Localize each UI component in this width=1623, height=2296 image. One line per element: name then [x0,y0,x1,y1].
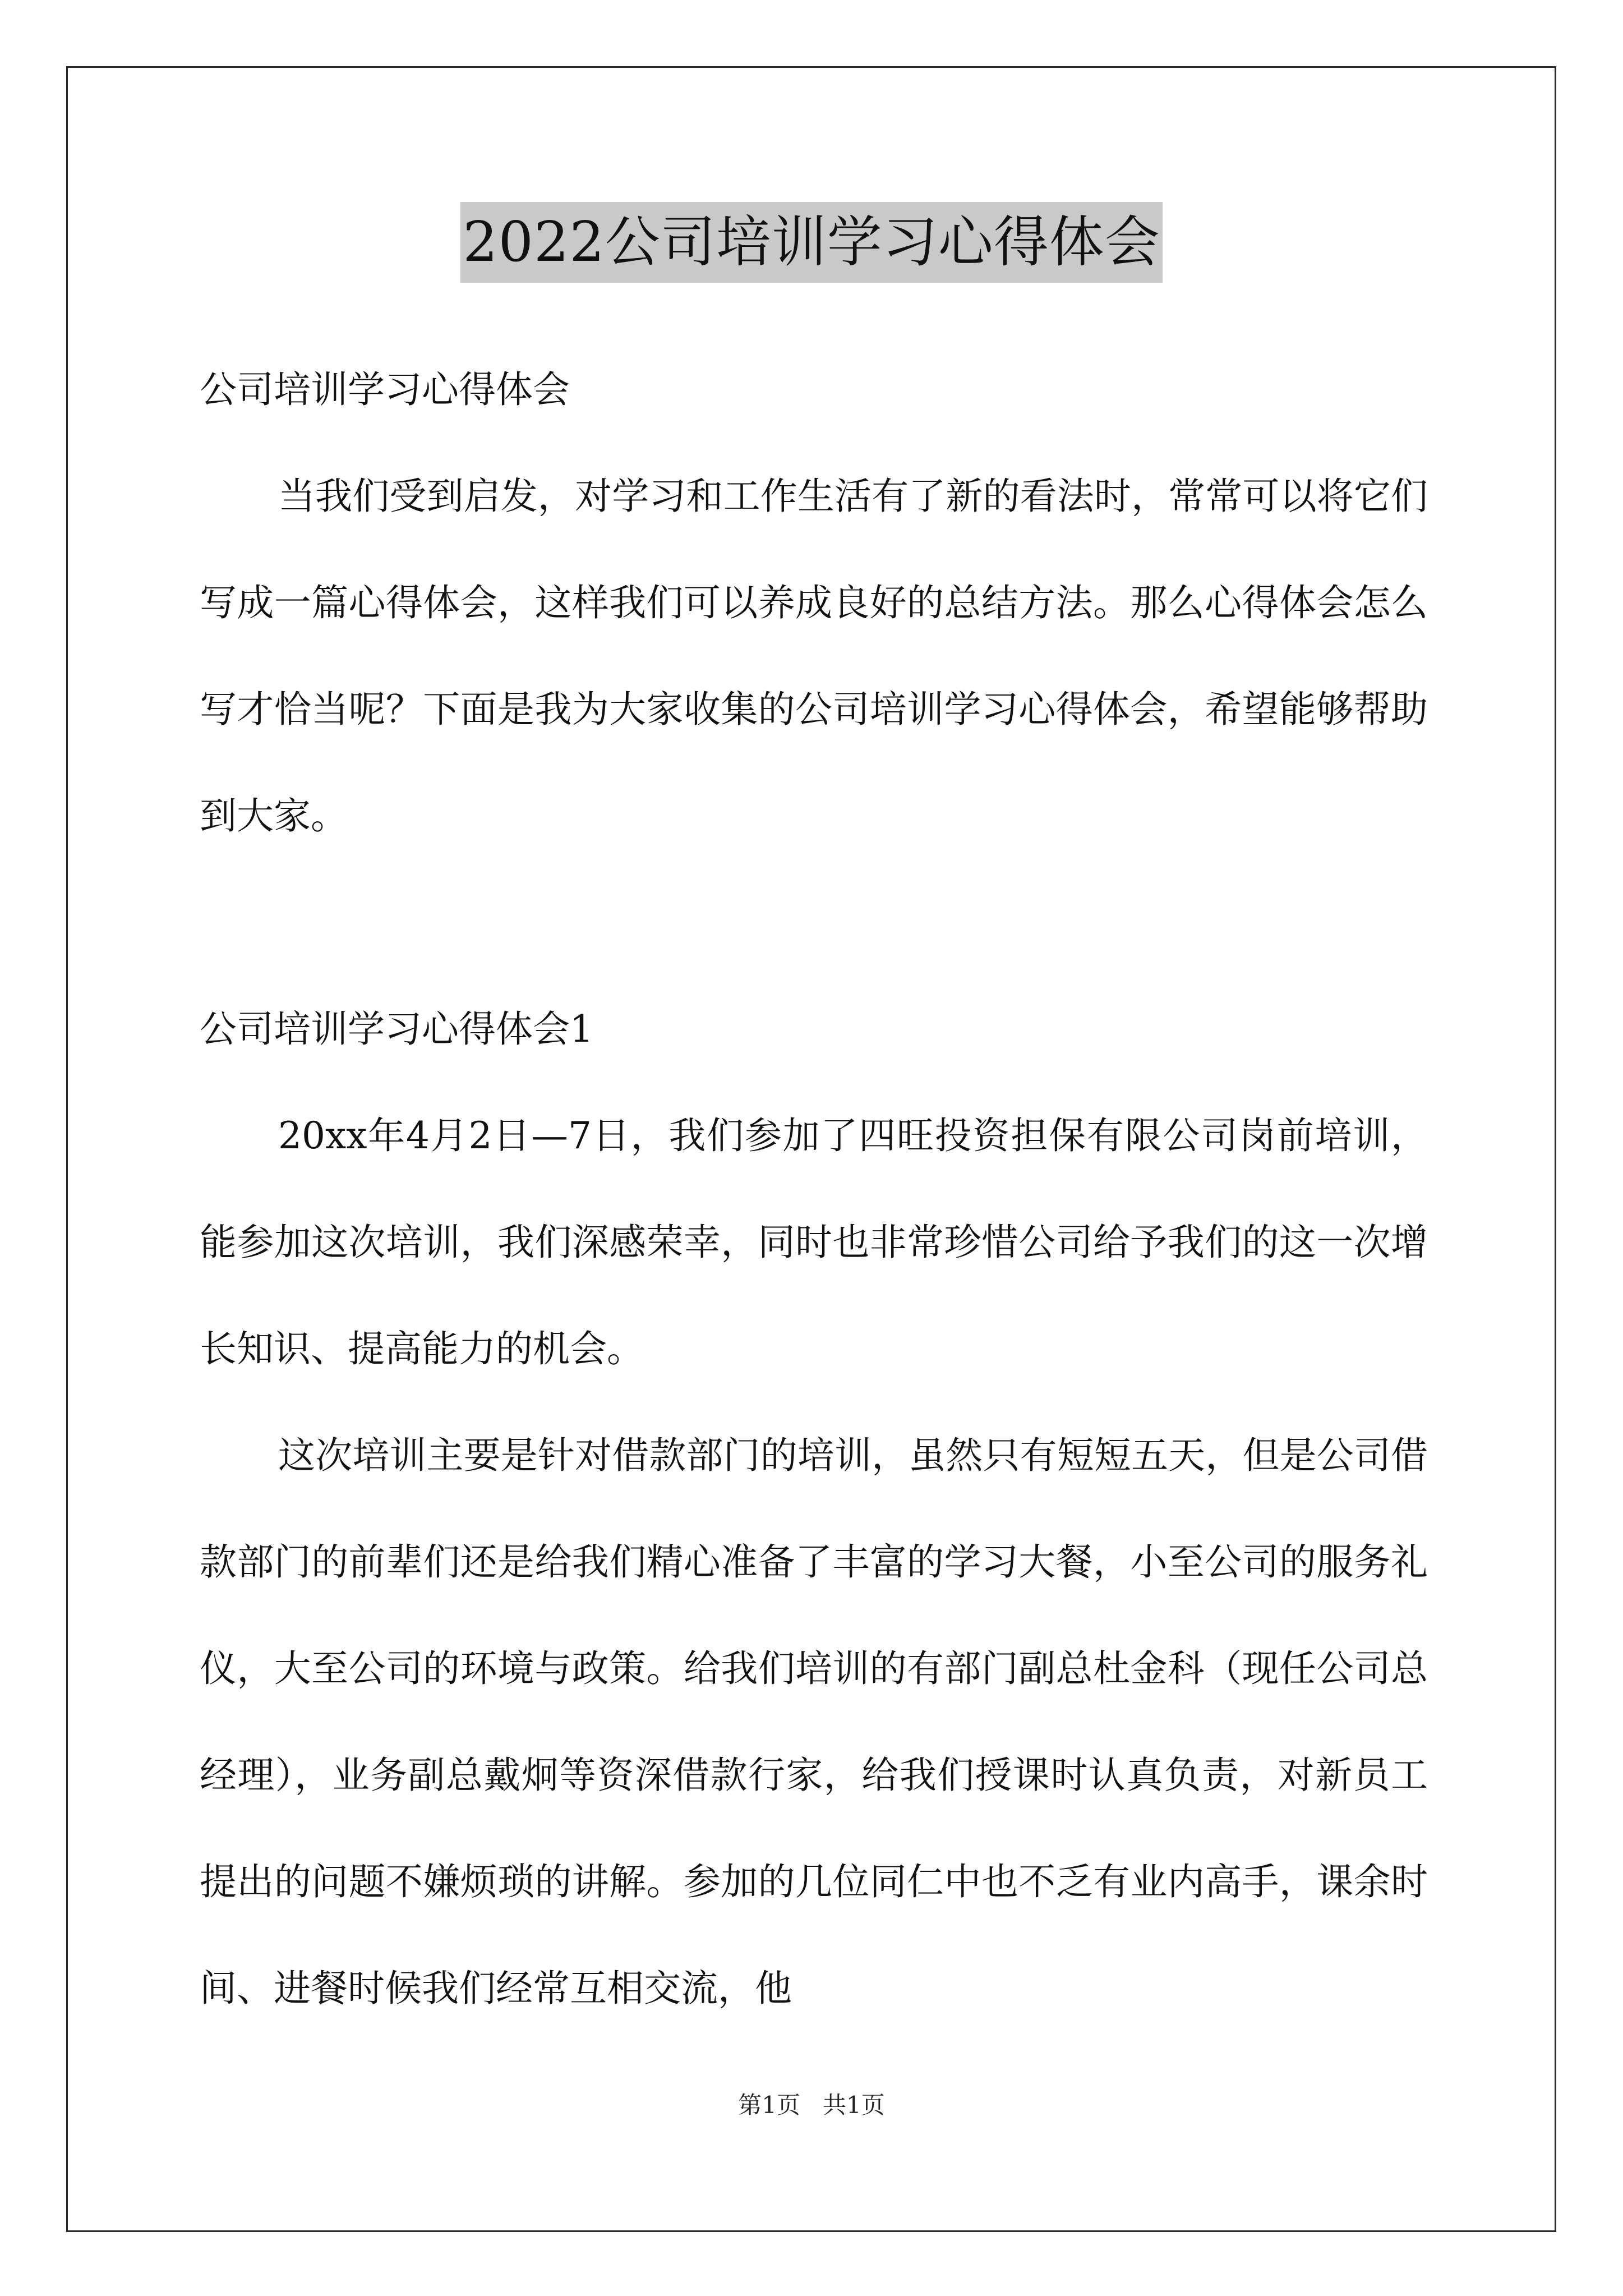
document-title: 2022公司培训学习心得体会 [460,202,1162,283]
intro-paragraph: 当我们受到启发，对学习和工作生活有了新的看法时，常常可以将它们写成一篇心得体会，这样我们可以养成良好的总结方法。那么心得体会怎么写才恰当呢？下面是我为大家收集的公司培训学习心得体会，希望能够帮助到大家。 [200,475,1428,838]
section-spacer [200,869,1428,976]
page-footer: 第1页 共1页 [738,2091,885,2119]
section1-heading: 公司培训学习心得体会1 [200,1007,593,1051]
intro-heading: 公司培训学习心得体会 [200,368,570,411]
section1-paragraph-2: 这次培训主要是针对借款部门的培训，虽然只有短短五天，但是公司借款部门的前辈们还是给我们精心准备了丰富的学习大餐，小至公司的服务礼仪，大至公司的环境与政策。给我们培训的有部门副总杜金科（现任公司总经理），业务副总戴炯等资深借款行家，给我们授课时认真负责，对新员工提出的问题不嫌烦琐的讲解。参加的几位同仁中也不乏有业内高手，课余时间、进餐时候我们经常互相交流，他 [200,1434,1428,2010]
title-container [0,202,1623,283]
document-body [200,337,1428,2042]
section1-paragraph-1: 20xx年4月2日—7日，我们参加了四旺投资担保有限公司岗前培训，能参加这次培训，我们深感荣幸，同时也非常珍惜公司给予我们的这一次增长知识、提高能力的机会。 [200,1114,1428,1370]
